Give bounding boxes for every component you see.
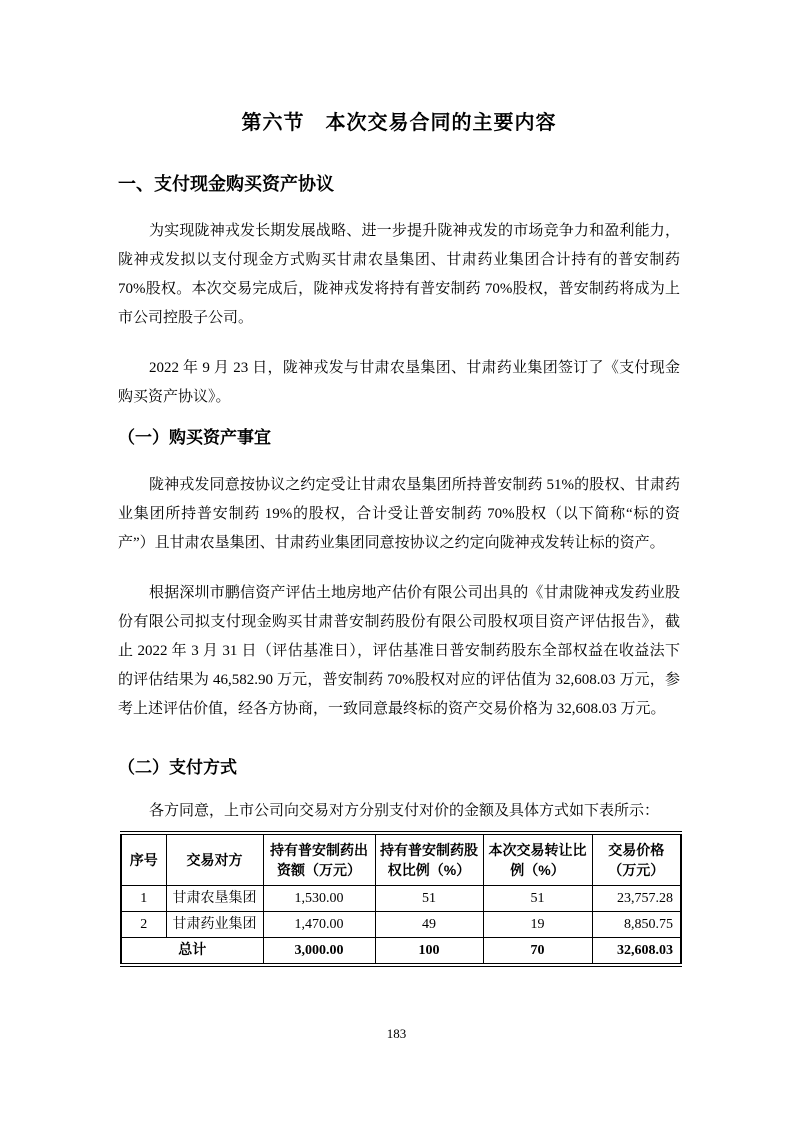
cell-index: 1 bbox=[121, 886, 166, 912]
cell-price: 8,850.75 bbox=[592, 912, 681, 938]
paragraph-equity-transfer: 陇神戎发同意按协议之约定受让甘肃农垦集团所持普安制药 51%的股权、甘肃药业集团所持普安制药 19%的股权，合计受让普安制药 70%股权（以下简称“标的资产”）且甘肃农垦集团、甘肃药业集团同意按协议之约定向陇神戎发转让标的资产。 bbox=[118, 477, 680, 551]
cell-equity-ratio: 51 bbox=[375, 886, 483, 912]
section-heading-payment-agreement: 一、支付现金购买资产协议 bbox=[118, 174, 334, 194]
payment-table-header-row bbox=[121, 833, 681, 886]
cell-capital: 1,470.00 bbox=[263, 912, 375, 938]
table-row bbox=[121, 912, 681, 938]
column-header-capital-contribution: 持有普安制药出资额（万元） bbox=[263, 833, 375, 886]
column-header-index: 序号 bbox=[121, 833, 166, 886]
cell-total-transfer-ratio: 70 bbox=[483, 938, 592, 966]
cell-counterparty: 甘肃农垦集团 bbox=[166, 886, 263, 912]
cell-counterparty: 甘肃药业集团 bbox=[166, 912, 263, 938]
column-header-transfer-ratio: 本次交易转让比例（%） bbox=[483, 833, 592, 886]
cell-index: 2 bbox=[121, 912, 166, 938]
subsection-heading-payment-method: （二）支付方式 bbox=[118, 758, 237, 777]
table-total-row bbox=[121, 938, 681, 966]
payment-table bbox=[120, 831, 682, 967]
column-header-price: 交易价格（万元） bbox=[592, 833, 681, 886]
cell-price: 23,757.28 bbox=[592, 886, 681, 912]
document-title: 第六节 本次交易合同的主要内容 bbox=[241, 112, 557, 134]
paragraph-signing-date: 2022 年 9 月 23 日，陇神戎发与甘肃农垦集团、甘肃药业集团签订了《支付现金购买资产协议》。 bbox=[118, 360, 680, 405]
subsection-heading-asset-purchase: （一）购买资产事宜 bbox=[118, 428, 271, 447]
paragraph-strategy: 为实现陇神戎发长期发展战略、进一步提升陇神戎发的市场竞争力和盈利能力，陇神戎发拟以支付现金方式购买甘肃农垦集团、甘肃药业集团合计持有的普安制药 70%股权。本次交易完成后，陇神戎发将持有普安制药 70%股权，普安制药将成为上市公司控股子公司。 bbox=[118, 223, 680, 326]
page-number: 183 bbox=[386, 1026, 407, 1041]
cell-transfer-ratio: 51 bbox=[483, 886, 592, 912]
cell-total-capital: 3,000.00 bbox=[263, 938, 375, 966]
cell-equity-ratio: 49 bbox=[375, 912, 483, 938]
cell-total-price: 32,608.03 bbox=[592, 938, 681, 966]
cell-transfer-ratio: 19 bbox=[483, 912, 592, 938]
table-row bbox=[121, 886, 681, 912]
cell-capital: 1,530.00 bbox=[263, 886, 375, 912]
paragraph-valuation: 根据深圳市鹏信资产评估土地房地产估价有限公司出具的《甘肃陇神戎发药业股份有限公司拟支付现金购买甘肃普安制药股份有限公司股权项目资产评估报告》，截止 2022 年 3 月 31 日（评估基准日），评估基准日普安制药股东全部权益在收益法下的评估结果为 46,582.90 万元，普安制药 70%股权对应的评估值为 32,608.03 万元，参考上述评估价值，经各方协商，一致同意最终标的资产交易价格为 32,608.03 万元。 bbox=[118, 585, 680, 717]
cell-total-equity-ratio: 100 bbox=[375, 938, 483, 966]
cell-total-label: 总计 bbox=[121, 938, 263, 966]
column-header-counterparty: 交易对方 bbox=[166, 833, 263, 886]
column-header-equity-ratio: 持有普安制药股权比例（%） bbox=[375, 833, 483, 886]
paragraph-table-intro: 各方同意，上市公司向交易对方分别支付对价的金额及具体方式如下表所示： bbox=[149, 803, 660, 819]
